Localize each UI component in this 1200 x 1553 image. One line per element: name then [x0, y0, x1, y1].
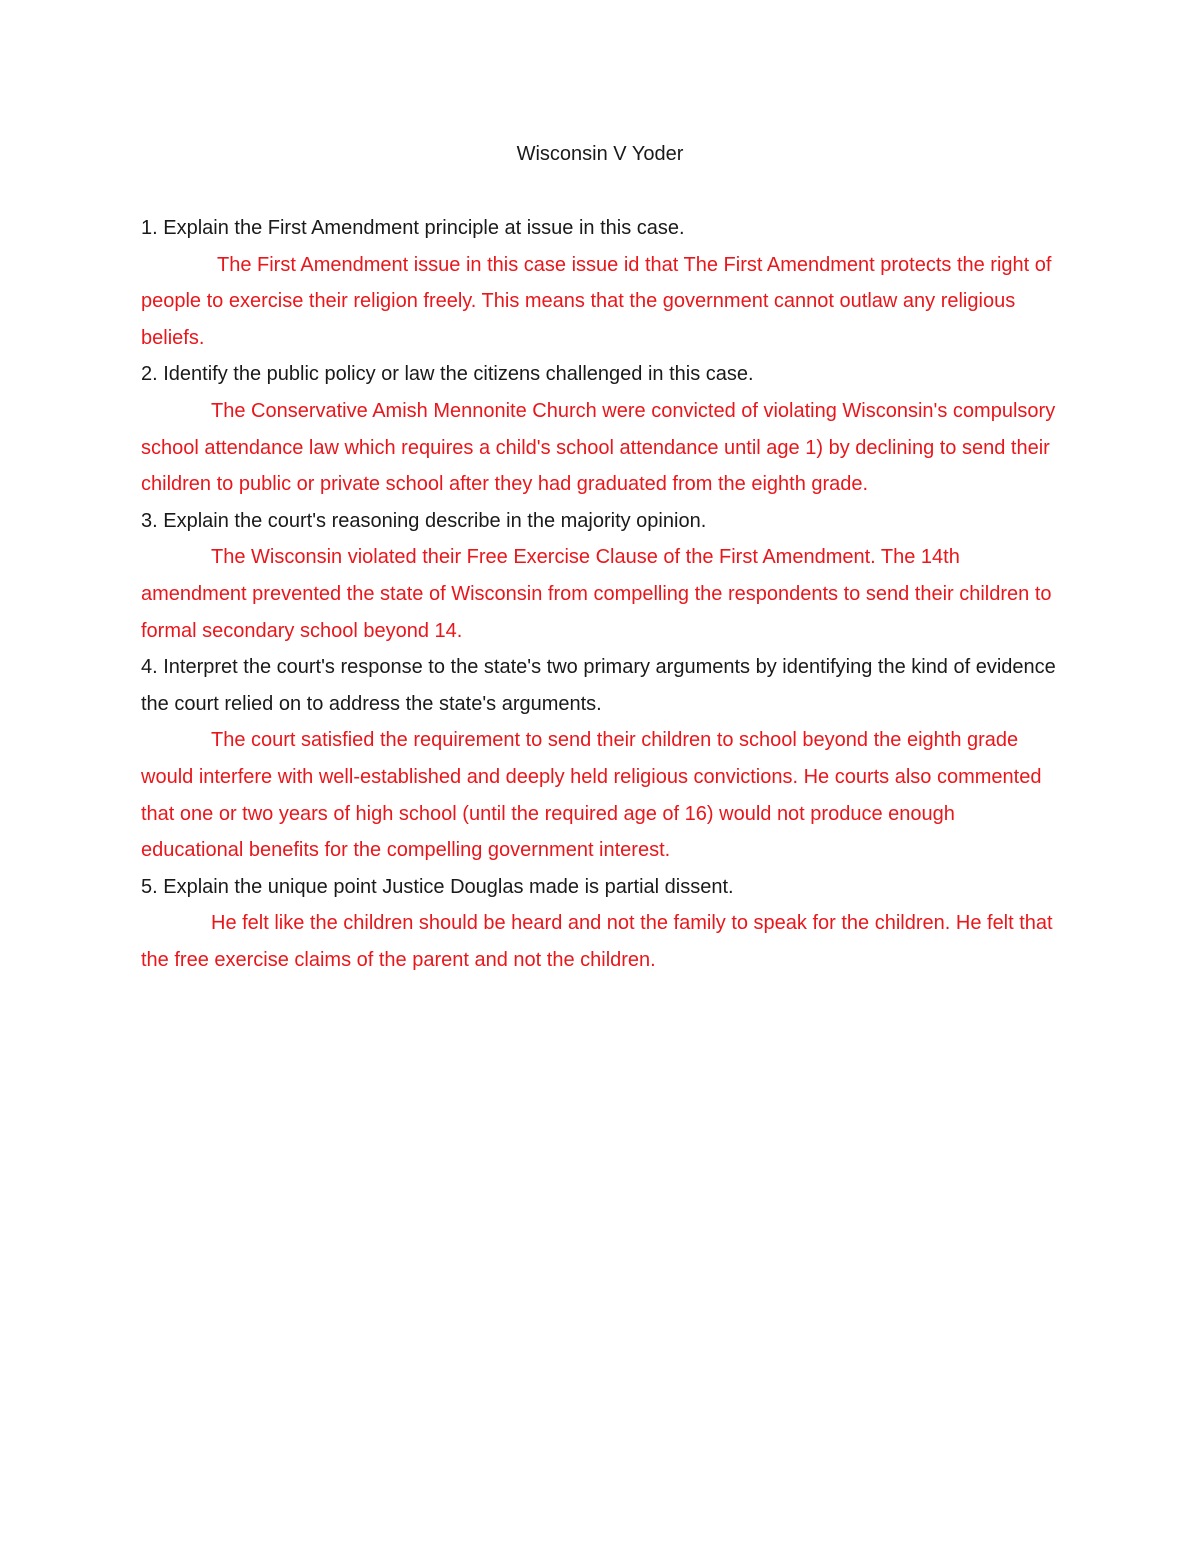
question-1: 1. Explain the First Amendment principle at issue in this case.: [141, 217, 685, 239]
question-2: 2. Identify the public policy or law the citizens challenged in this case.: [141, 363, 754, 386]
question-5: 5. Explain the unique point Justice Douglas made is partial dissent.: [141, 875, 734, 898]
answer-1: The First Amendment issue in this case issue id that The First Amendment protects the right of people to exercise their religion freely. This means that the government cannot outlaw any religious beliefs.: [141, 253, 1052, 349]
qa-item-2: [141, 356, 1061, 502]
answer-3: The Wisconsin violated their Free Exercise Clause of the First Amendment. The 14th amendment prevented the state of Wisconsin from compelling the respondents to send their children to formal secondary school beyond 14.: [141, 546, 1052, 642]
answer-5: He felt like the children should be heard and not the family to speak for the children. He felt that the free exercise claims of the parent and not the children.: [141, 912, 1053, 971]
qa-item-5: [141, 869, 1061, 979]
question-3: 3. Explain the court's reasoning describe in the majority opinion.: [141, 509, 707, 532]
question-4: 4. Interpret the court's response to the state's two primary arguments by identifying the kind of evidence the court relied on to address the state's arguments.: [141, 656, 1056, 715]
qa-item-3: [141, 503, 1061, 649]
document-page: [141, 136, 1061, 978]
document-title: Wisconsin V Yoder: [516, 143, 684, 165]
answer-4: The court satisfied the requirement to send their children to school beyond the eighth grade would interfere with well-established and deeply held religious convictions. He courts also commented that one or two years of high school (until the required age of 16) would not produce enough educational benefits for the compelling government interest.: [141, 729, 1042, 862]
answer-2: The Conservative Amish Mennonite Church were convicted of violating Wisconsin's compulsory school attendance law which requires a child's school attendance until age 1) by declining to send their children to public or private school after they had graduated from the eighth grade.: [141, 399, 1056, 496]
qa-item-4: [141, 649, 1061, 869]
qa-item-1: [141, 210, 1061, 356]
